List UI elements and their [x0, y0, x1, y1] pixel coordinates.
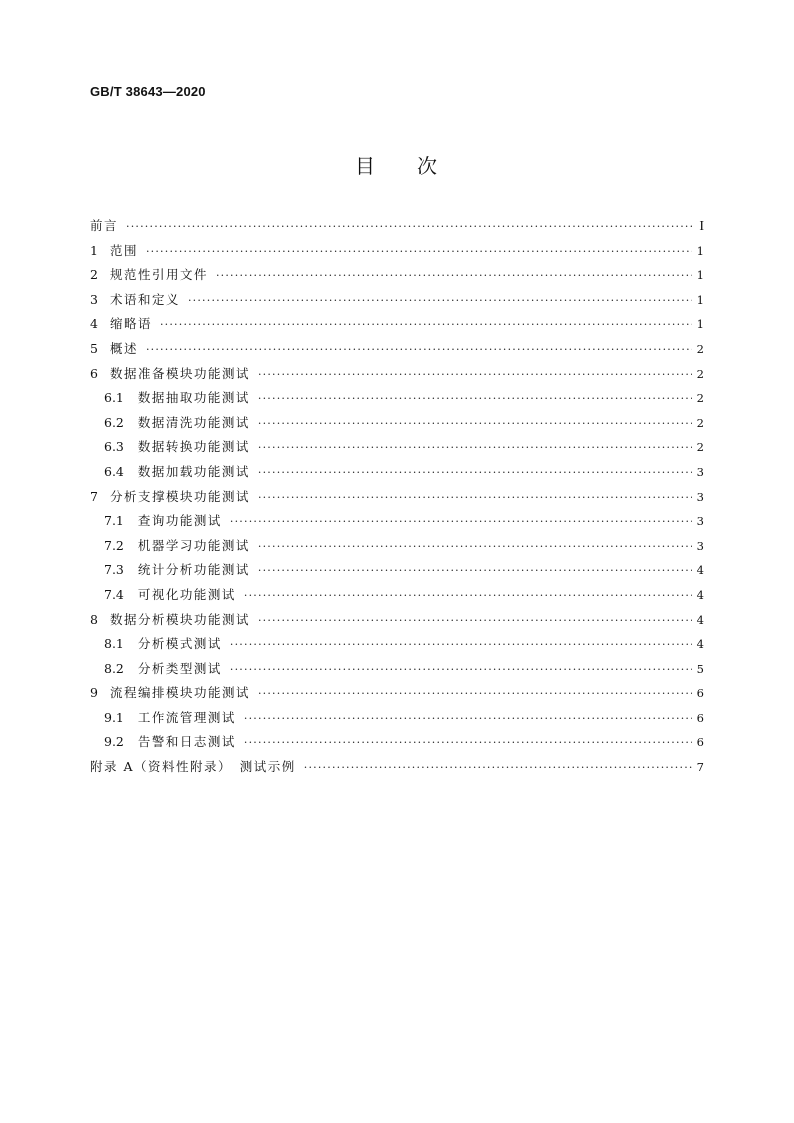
toc-entry-number: 6.4	[104, 463, 124, 479]
toc-entry-page: 3	[696, 514, 704, 529]
toc-entry-page: 7	[696, 760, 704, 775]
page-title-char-1: 目	[355, 154, 377, 178]
page-title	[0, 150, 794, 179]
toc-leader-dots	[258, 387, 692, 412]
toc-entry-page: 4	[696, 637, 704, 652]
toc-entry-page: 2	[696, 391, 704, 406]
toc-leader-dots	[258, 436, 692, 461]
toc-leader-dots	[230, 510, 692, 535]
toc-entry[interactable]	[90, 558, 704, 583]
toc-leader-dots	[258, 412, 692, 437]
toc-leader-dots	[258, 609, 692, 634]
toc-leader-dots	[258, 363, 692, 388]
toc-entry-label: 机器学习功能测试	[137, 537, 250, 553]
toc-entry-page: 1	[696, 243, 704, 258]
toc-entry[interactable]	[90, 755, 704, 780]
toc-leader-dots	[146, 240, 692, 265]
toc-entry[interactable]	[90, 460, 704, 485]
toc-entry[interactable]	[90, 485, 704, 510]
toc-entry-number: 6	[90, 365, 98, 381]
toc-entry-label: 数据加载功能测试	[137, 463, 250, 479]
toc-entry-number: 1	[90, 242, 98, 258]
toc-entry-number: 4	[90, 316, 98, 332]
toc-entry-number: 7.4	[104, 586, 124, 602]
toc-entry-page: I	[699, 219, 704, 234]
toc-leader-dots	[258, 535, 692, 560]
toc-entry-page: 6	[696, 686, 704, 701]
toc-entry[interactable]	[90, 657, 704, 682]
toc-entry-label: 查询功能测试	[137, 513, 222, 529]
toc-entry[interactable]	[90, 214, 704, 239]
toc-entry-page: 4	[696, 587, 704, 602]
toc-entry-number: 9.1	[104, 709, 124, 725]
toc-entry[interactable]	[90, 608, 704, 633]
toc-leader-dots	[244, 584, 692, 609]
toc-entry[interactable]	[90, 263, 704, 288]
toc-entry-page: 2	[696, 341, 704, 356]
toc-entry-page: 1	[696, 317, 704, 332]
table-of-contents	[90, 214, 704, 780]
toc-entry-label: 分析类型测试	[137, 660, 222, 676]
toc-entry-label: 数据抽取功能测试	[137, 390, 250, 406]
toc-entry-label: 数据转换功能测试	[137, 439, 250, 455]
toc-entry-label: 分析模式测试	[137, 636, 222, 652]
toc-entry-number: 7	[90, 488, 98, 504]
toc-entry[interactable]	[90, 509, 704, 534]
toc-entry[interactable]	[90, 706, 704, 731]
toc-leader-dots	[258, 461, 692, 486]
toc-entry-label: 概述	[109, 340, 138, 356]
toc-entry[interactable]	[90, 632, 704, 657]
toc-entry[interactable]	[90, 362, 704, 387]
toc-leader-dots	[230, 633, 692, 658]
toc-leader-dots	[216, 264, 692, 289]
toc-entry-label: 数据分析模块功能测试	[109, 611, 250, 627]
toc-entry-page: 2	[696, 440, 704, 455]
toc-entry-page: 3	[696, 489, 704, 504]
toc-entry-label: 流程编排模块功能测试	[109, 685, 250, 701]
toc-entry[interactable]	[90, 312, 704, 337]
toc-entry-number: 2	[90, 267, 98, 283]
toc-entry-page: 6	[696, 710, 704, 725]
toc-entry-label: 告警和日志测试	[137, 734, 236, 750]
toc-entry-label: 工作流管理测试	[137, 709, 236, 725]
page-title-char-2: 次	[417, 154, 439, 178]
toc-entry[interactable]	[90, 288, 704, 313]
toc-entry-number: 7.3	[104, 562, 124, 578]
toc-entry-number: 8.1	[104, 636, 124, 652]
toc-entry-page: 4	[696, 612, 704, 627]
toc-leader-dots	[258, 559, 692, 584]
toc-entry-number: 6.3	[104, 439, 124, 455]
toc-entry-page: 2	[696, 415, 704, 430]
toc-leader-dots	[244, 707, 692, 732]
toc-entry-label: 前言	[90, 218, 119, 233]
toc-leader-dots	[188, 289, 692, 314]
toc-entry[interactable]	[90, 239, 704, 264]
toc-entry-number: 9	[90, 685, 98, 701]
toc-entry[interactable]	[90, 411, 704, 436]
toc-entry-label: 数据准备模块功能测试	[109, 365, 250, 381]
toc-entry[interactable]	[90, 583, 704, 608]
toc-entry-label: 范围	[109, 242, 138, 258]
toc-entry-label: 可视化功能测试	[137, 586, 236, 602]
toc-entry[interactable]	[90, 435, 704, 460]
toc-entry-page: 3	[696, 538, 704, 553]
toc-entry-label: 术语和定义	[109, 291, 180, 307]
toc-entry-label: 数据清洗功能测试	[137, 414, 250, 430]
toc-entry-number: 9.2	[104, 734, 124, 750]
toc-entry-label: 附录 A（资料性附录） 测试示例	[90, 759, 296, 775]
toc-entry-label: 分析支撑模块功能测试	[109, 488, 250, 504]
toc-leader-dots	[146, 338, 692, 363]
toc-leader-dots	[160, 313, 692, 338]
toc-entry-number: 8.2	[104, 660, 124, 676]
toc-entry-number: 7.1	[104, 513, 124, 529]
toc-entry[interactable]	[90, 337, 704, 362]
toc-entry-number: 3	[90, 291, 98, 307]
toc-leader-dots	[258, 682, 692, 707]
toc-leader-dots	[244, 731, 692, 756]
toc-entry-number: 6.2	[104, 414, 124, 430]
toc-entry-page: 2	[696, 366, 704, 381]
toc-leader-dots	[304, 756, 692, 781]
toc-entry[interactable]	[90, 681, 704, 706]
standard-code: GB/T 38643—2020	[90, 84, 206, 99]
toc-entry[interactable]	[90, 534, 704, 559]
toc-entry-page: 3	[696, 464, 704, 479]
toc-entry-number: 7.2	[104, 537, 124, 553]
toc-leader-dots	[258, 486, 692, 511]
toc-entry-label: 缩略语	[109, 316, 152, 332]
toc-entry-label: 统计分析功能测试	[137, 562, 250, 578]
toc-entry-number: 6.1	[104, 390, 124, 406]
toc-entry[interactable]	[90, 386, 704, 411]
toc-entry-page: 4	[696, 563, 704, 578]
toc-entry-page: 1	[696, 268, 704, 283]
toc-entry-page: 1	[696, 292, 704, 307]
toc-entry-page: 6	[696, 735, 704, 750]
toc-entry-number: 8	[90, 611, 98, 627]
toc-entry-label: 规范性引用文件	[109, 267, 208, 283]
toc-leader-dots	[126, 215, 692, 240]
toc-entry-page: 5	[696, 661, 704, 676]
toc-leader-dots	[230, 658, 692, 683]
toc-entry-number: 5	[90, 340, 98, 356]
toc-entry[interactable]	[90, 730, 704, 755]
